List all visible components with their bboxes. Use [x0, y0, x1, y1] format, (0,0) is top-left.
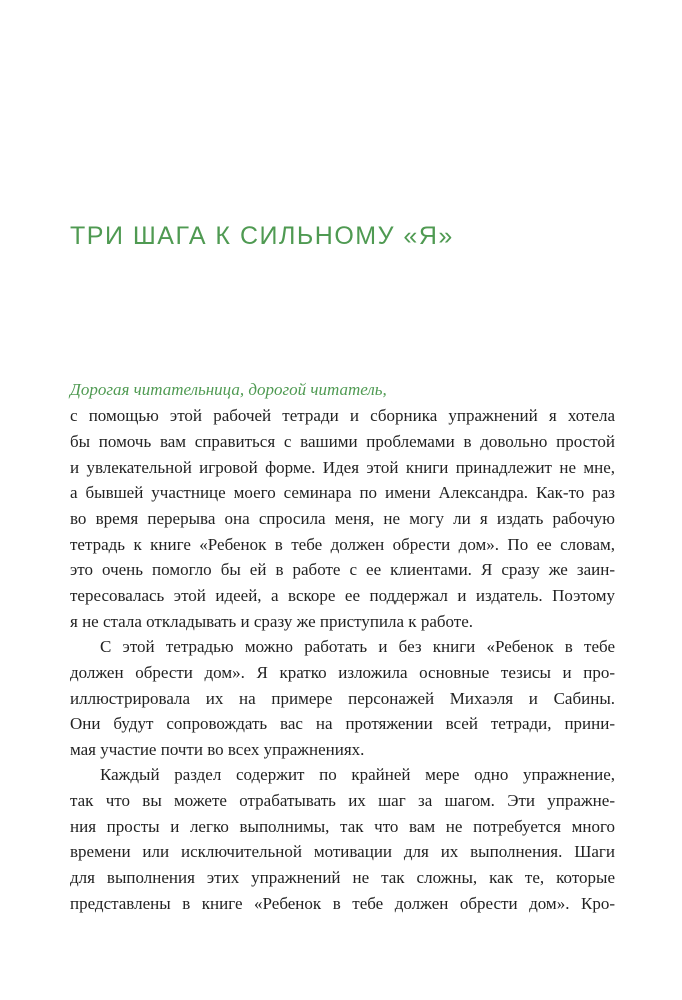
text-line: для выполнения этих упражнений не так сложны, как те, которые [70, 868, 615, 887]
text-line: бы помочь вам справиться с вашими проблемами в довольно простой [70, 432, 615, 451]
text-line: это очень помогло бы ей в работе с ее клиентами. Я сразу же заин- [70, 560, 615, 579]
text-line: тересовалась этой идеей, а вскоре ее поддержал и издатель. Поэтому [70, 586, 615, 605]
text-line: мая участие почти во всех упражнениях. [70, 740, 365, 759]
text-line: должен обрести дом». Я кратко изложила основные тезисы и про- [70, 663, 615, 682]
text-line: так что вы можете отрабатывать их шаг за шагом. Эти упражне- [70, 791, 615, 810]
text-line: я не стала откладывать и сразу же приступила к работе. [70, 612, 474, 631]
text-line: времени или исключительной мотивации для их выполнения. Шаги [70, 842, 615, 861]
text-line: во время перерыва она спросила меня, не могу ли я издать рабочую [70, 509, 615, 528]
text-line: тетрадь к книге «Ребенок в тебе должен обрести дом». По ее словам, [70, 535, 615, 554]
salutation: Дорогая читательница, дорогой читатель, [70, 380, 387, 399]
text-line: иллюстрировала их на примере персонажей Михаэля и Сабины. [70, 689, 615, 708]
text-line: представлены в книге «Ребенок в тебе должен обрести дом». Кро- [70, 894, 615, 913]
text-line: с помощью этой рабочей тетради и сборника упражнений я хотела [70, 406, 615, 425]
text-line: Каждый раздел содержит по крайней мере одно упражнение, [100, 765, 615, 784]
chapter-heading: ТРИ ШАГА К СИЛЬНОМУ «Я» [70, 222, 454, 250]
text-line: и увлекательной игровой форме. Идея этой книги принадлежит не мне, [70, 458, 615, 477]
text-line: С этой тетрадью можно работать и без книги «Ребенок в тебе [100, 637, 615, 656]
text-line: ния просты и легко выполнимы, так что вам не потребуется много [70, 817, 615, 836]
text-line: Они будут сопровождать вас на протяжении всей тетради, прини- [70, 714, 615, 733]
text-line: а бывшей участнице моего семинара по имени Александра. Как-то раз [70, 483, 615, 502]
